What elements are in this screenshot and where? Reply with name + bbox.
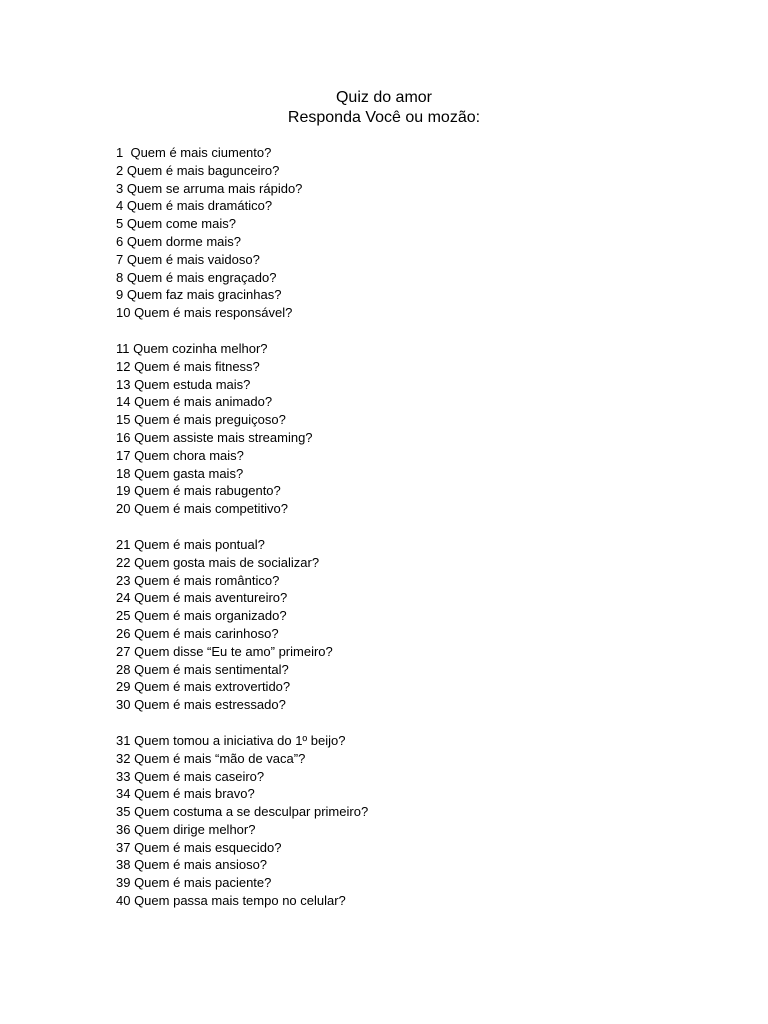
document-subtitle: Responda Você ou mozão:: [287, 109, 481, 126]
question-item: 21 Quem é mais pontual?: [116, 536, 265, 552]
question-item: 19 Quem é mais rabugento?: [116, 483, 281, 499]
question-group-1: [116, 144, 716, 322]
question-item: 1 Quem é mais ciumento?: [116, 145, 272, 160]
question-item: 14 Quem é mais animado?: [116, 394, 273, 410]
question-item: 35 Quem costuma a se desculpar primeiro?: [116, 804, 369, 820]
question-list: [116, 144, 716, 928]
question-item: 20 Quem é mais competitivo?: [116, 501, 288, 517]
question-item: 15 Quem é mais preguiçoso?: [116, 412, 286, 428]
question-item: 32 Quem é mais “mão de vaca”?: [116, 750, 306, 766]
question-item: 29 Quem é mais extrovertido?: [116, 679, 291, 695]
question-item: 24 Quem é mais aventureiro?: [116, 590, 288, 606]
question-item: 37 Quem é mais esquecido?: [116, 839, 282, 855]
question-item: 6 Quem dorme mais?: [116, 233, 241, 249]
question-item: 5 Quem come mais?: [116, 216, 236, 232]
question-group-4: [116, 732, 716, 910]
question-item: 3 Quem se arruma mais rápido?: [116, 180, 303, 196]
question-item: 7 Quem é mais vaidoso?: [116, 251, 260, 267]
title-block: [0, 88, 768, 128]
question-item: 38 Quem é mais ansioso?: [116, 857, 268, 873]
question-item: 8 Quem é mais engraçado?: [116, 269, 277, 285]
question-item: 16 Quem assiste mais streaming?: [116, 429, 313, 445]
question-item: 33 Quem é mais caseiro?: [116, 768, 265, 784]
question-item: 13 Quem estuda mais?: [116, 376, 251, 392]
question-item: 34 Quem é mais bravo?: [116, 786, 255, 802]
question-item: 12 Quem é mais fitness?: [116, 358, 260, 374]
question-item: 11 Quem cozinha melhor?: [116, 340, 268, 356]
question-group-3: [116, 536, 716, 714]
question-item: 31 Quem tomou a iniciativa do 1º beijo?: [116, 732, 346, 748]
question-item: 9 Quem faz mais gracinhas?: [116, 287, 282, 303]
question-item: 40 Quem passa mais tempo no celular?: [116, 893, 346, 909]
question-item: 39 Quem é mais paciente?: [116, 875, 272, 891]
question-item: 23 Quem é mais romântico?: [116, 572, 280, 588]
question-item: 28 Quem é mais sentimental?: [116, 661, 289, 677]
question-item: 36 Quem dirige melhor?: [116, 821, 256, 837]
question-item: 18 Quem gasta mais?: [116, 465, 244, 481]
question-item: 4 Quem é mais dramático?: [116, 198, 273, 214]
question-item: 10 Quem é mais responsável?: [116, 305, 293, 321]
document-title: Quiz do amor: [335, 89, 433, 106]
question-item: 27 Quem disse “Eu te amo” primeiro?: [116, 643, 333, 659]
question-group-2: [116, 340, 716, 518]
question-item: 25 Quem é mais organizado?: [116, 608, 287, 624]
question-item: 22 Quem gosta mais de socializar?: [116, 554, 320, 570]
question-item: 26 Quem é mais carinhoso?: [116, 625, 279, 641]
question-item: 17 Quem chora mais?: [116, 447, 244, 463]
question-item: 2 Quem é mais bagunceiro?: [116, 162, 280, 178]
question-item: 30 Quem é mais estressado?: [116, 697, 286, 713]
